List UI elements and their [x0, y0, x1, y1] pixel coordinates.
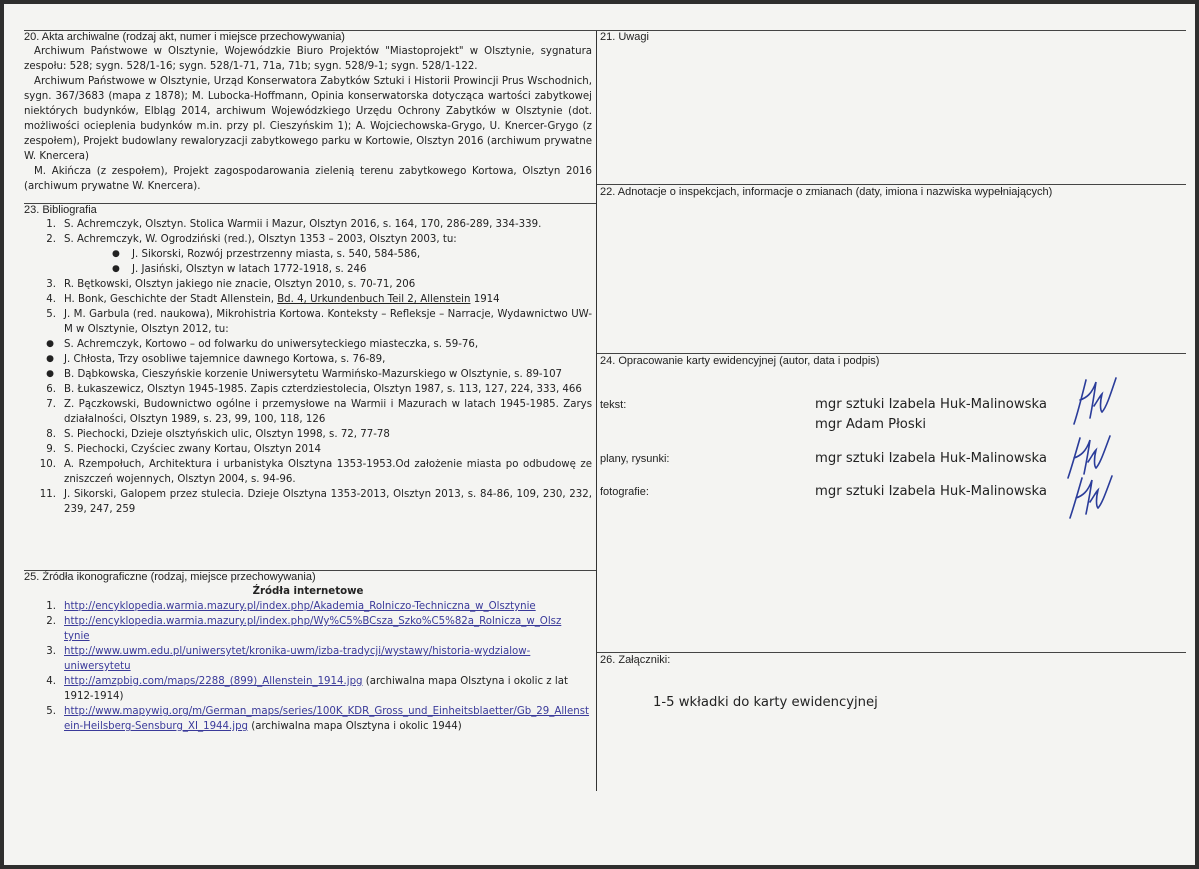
- bib-item-5: 5. J. M. Garbula (red. naukowa), Mikrohistria Kortowa. Konteksty – Refleksje – Narracje, Wydawnictwo UW-M w Olsztynie, Olsztyn 2012, tu:: [46, 309, 592, 335]
- divider-24-26: [597, 652, 1186, 653]
- bib-item-2: 2. S. Achremczyk, W. Ogrodziński (red.), Olsztyn 1353 – 2003, Olsztyn 2003, tu:: [46, 234, 457, 245]
- bib-item-3: 3. R. Bętkowski, Olsztyn jakiego nie znacie, Olsztyn 2010, s. 70-71, 206: [46, 279, 416, 290]
- bib-item-6: 6. B. Łukaszewicz, Olsztyn 1945-1985. Zapis czterdziestolecia, Olsztyn 1987, s. 113, 127, 224, 333, 466: [46, 384, 582, 395]
- section-24-title: 24. Opracowanie karty ewidencyjnej (autor, data i podpis): [600, 355, 880, 367]
- archive-entry-3: M. Akińcza (z zespołem), Projekt zagospodarowania zielenią terenu zabytkowego Kortowa, Olsztyn 2016 (archiwum prywatne W. Knercera).: [24, 166, 592, 192]
- archive-entry-1: Archiwum Państwowe w Olsztynie, Wojewódzkie Biuro Projektów "Miastoprojekt" w Olsztynie, sygnatura zespołu: 528; sygn. 528/1-16; sygn. 528/1-71, 71a, 71b; sygn. 528/9-1; sygn. 528/1-122.: [24, 46, 592, 72]
- section-26-title: 26. Załączniki:: [600, 654, 671, 666]
- bib-item-8: 8. S. Piechocki, Dzieje olsztyńskich ulic, Olsztyn 1998, s. 72, 77-78: [46, 429, 390, 440]
- source-item-4: 4. http://amzpbig.com/maps/2288_(899)_Allenstein_1914.jpg (archiwalna mapa Olsztyna i okolic z lat 1912-1914): [46, 676, 568, 702]
- bib-item-5c: ● B. Dąbkowska, Cieszyńskie korzenie Uniwersytetu Warmińsko-Mazurskiego w Olsztynie, s. 89-107: [46, 369, 563, 380]
- bib-item-7: 7. Z. Pączkowski, Budownictwo ogólne i przemysłowe na Warmii i Mazurach w latach 1945-1985. Zarys działalności, Olsztyn 1989, s. 23, 99, 100, 118, 126: [46, 399, 592, 425]
- photos-label: fotografie:: [600, 486, 649, 498]
- bib-item-11: 11. J. Sikorski, Galopem przez stulecia. Dzieje Olsztyna 1353-2013, Olsztyn 2013, s. 84-86, 109, 230, 232, 239, 247, 259: [39, 489, 592, 515]
- section-21-title: 21. Uwagi: [600, 31, 649, 43]
- section-20: [24, 31, 592, 194]
- signature-1: [1064, 372, 1124, 432]
- text-author-2: mgr Adam Płoski: [815, 417, 927, 432]
- internet-sources-title: Źródła internetowe: [252, 586, 364, 597]
- source-link-3[interactable]: http://www.uwm.edu.pl/uniwersytet/kronika-uwm/izba-tradycji/wystawy/historia-wydzialow-uniwersytetu: [64, 646, 531, 672]
- section-25: [24, 571, 592, 734]
- bib-item-5a: ● S. Achremczyk, Kortowo – od folwarku do uniwersyteckiego miasteczka, s. 59-76,: [46, 339, 479, 350]
- source-link-1[interactable]: http://encyklopedia.warmia.mazury.pl/index.php/Akademia_Rolniczo-Techniczna_w_Olsztynie: [64, 601, 536, 612]
- divider-22-24: [597, 353, 1186, 354]
- archive-entry-2: Archiwum Państwowe w Olsztynie, Urząd Konserwatora Zabytków Sztuki i Historii Prowincji Prus Wschodnich, sygn. 367/3683 (mapa z 1878); M. Lubocka-Hoffmann, Opinia konserwatorska dotycząca wartości zabytkowej niektórych budynków, Elbląg 2014, archiwum Wojewódzkiego Urzędu Ochrony Zabytków w Olsztynie (dot. możliwości ocieplenia budynków m.in. przy pl. Cieszyńskim 1); A. Wojciechowska-Grygo, U. Knercer-Grygo (z zespołem), Projekt budowlany rewaloryzacji zabytkowego parku w Kortowie, Olsztyn 2016 (archiwum prywatne W. Knercera): [24, 76, 592, 162]
- section-20-title: 20. Akta archiwalne (rodzaj akt, numer i miejsce przechowywania): [24, 31, 345, 43]
- attachments-text: 1-5 wkładki do karty ewidencyjnej: [653, 695, 878, 710]
- section-23: [24, 204, 592, 517]
- bib-item-4: 4. H. Bonk, Geschichte der Stadt Allenstein, Bd. 4, Urkundenbuch Teil 2, Allenstein 1914: [46, 294, 500, 305]
- text-author-1: mgr sztuki Izabela Huk-Malinowska: [815, 397, 1047, 412]
- record-card-page: [4, 4, 1195, 865]
- bib-item-5b: ● J. Chłosta, Trzy osobliwe tajemnice dawnego Kortowa, s. 76-89,: [46, 354, 386, 365]
- bib-item-2a: ● J. Sikorski, Rozwój przestrzenny miasta, s. 540, 584-586,: [112, 249, 421, 260]
- section-23-title: 23. Bibliografia: [24, 204, 97, 216]
- photos-author: mgr sztuki Izabela Huk-Malinowska: [815, 484, 1047, 499]
- bib-item-9: 9. S. Piechocki, Czyściec zwany Kortau, Olsztyn 2014: [46, 444, 321, 455]
- bib-item-10: 10. A. Rzempołuch, Architektura i urbanistyka Olsztyna 1353-1953.Od założenie miasta po odbudowę ze zniszczeń wojennych, Olsztyn 2004, s. 94-96.: [39, 459, 592, 485]
- source-link-4[interactable]: http://amzpbig.com/maps/2288_(899)_Allenstein_1914.jpg: [64, 676, 363, 687]
- divider-21-22: [597, 184, 1186, 185]
- source-link-2[interactable]: http://encyklopedia.warmia.mazury.pl/index.php/Wy%C5%BCsza_Szko%C5%82a_Rolnicza_w_Olsztynie: [64, 616, 562, 642]
- source-item-2: 2. http://encyklopedia.warmia.mazury.pl/index.php/Wy%C5%BCsza_Szko%C5%82a_Rolnicza_w_Olsztynie: [46, 616, 562, 642]
- source-item-3: 3. http://www.uwm.edu.pl/uniwersytet/kronika-uwm/izba-tradycji/wystawy/historia-wydzialow-uniwersytetu: [46, 646, 531, 672]
- text-label: tekst:: [600, 399, 627, 411]
- bib-item-2b: ● J. Jasiński, Olsztyn w latach 1772-1918, s. 246: [112, 264, 367, 275]
- signature-3: [1062, 474, 1122, 522]
- source-item-5: 5. http://www.mapywig.org/m/German_maps/series/100K_KDR_Gross_und_Einheitsblaetter/Gb_29_Allenstein-Heilsberg-Sensburg_XI_1944.jpg (archiwalna mapa Olsztyna i okolic 1944): [46, 706, 590, 732]
- drawings-label: plany, rysunki:: [600, 453, 670, 465]
- source-item-1: 1. http://encyklopedia.warmia.mazury.pl/index.php/Akademia_Rolniczo-Techniczna_w_Olsztynie: [46, 601, 536, 612]
- column-divider: [596, 31, 597, 791]
- section-22-title: 22. Adnotacje o inspekcjach, informacje o zmianach (daty, imiona i nazwiska wypełniających): [600, 186, 1053, 198]
- bib-item-1: 1. S. Achremczyk, Olsztyn. Stolica Warmii i Mazur, Olsztyn 2016, s. 164, 170, 286-289, 334-339.: [46, 219, 542, 230]
- drawings-author: mgr sztuki Izabela Huk-Malinowska: [815, 451, 1047, 466]
- section-25-title: 25. Źródła ikonograficzne (rodzaj, miejsce przechowywania): [24, 571, 316, 583]
- source-link-5[interactable]: http://www.mapywig.org/m/German_maps/series/100K_KDR_Gross_und_Einheitsblaetter/Gb_29_Allenstein-Heilsberg-Sensburg_XI_1944.jpg: [64, 706, 590, 732]
